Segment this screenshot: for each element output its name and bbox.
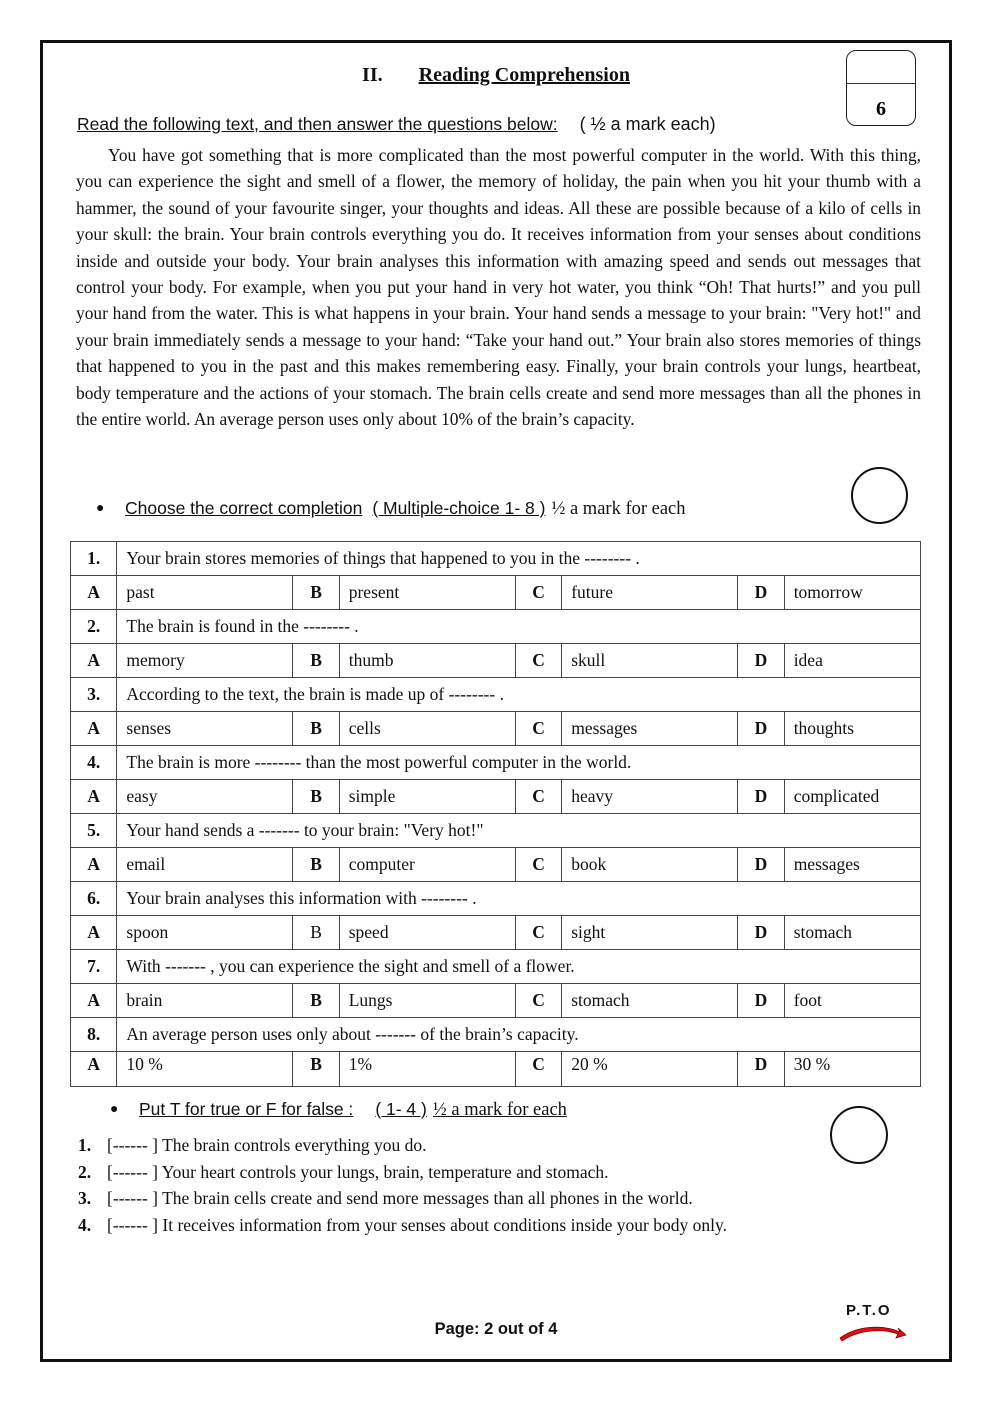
question-number: 6.: [71, 882, 117, 916]
option-letter-b: B: [293, 576, 339, 610]
option-a[interactable]: easy: [117, 780, 293, 814]
section-title: [0, 64, 992, 87]
question-row: [71, 1018, 921, 1052]
option-a[interactable]: brain: [117, 984, 293, 1018]
option-a[interactable]: senses: [117, 712, 293, 746]
tf-item-number: 4.: [78, 1214, 92, 1235]
option-letter-d: D: [738, 916, 784, 950]
option-b[interactable]: present: [339, 576, 515, 610]
tf-answer-blank[interactable]: [------ ]: [107, 1135, 158, 1155]
option-c[interactable]: skull: [562, 644, 738, 678]
option-a[interactable]: 10 %: [117, 1052, 293, 1087]
option-a[interactable]: spoon: [117, 916, 293, 950]
tf-item: [78, 1212, 727, 1239]
question-number: 4.: [71, 746, 117, 780]
tf-heading-marks: ½ a mark for each: [432, 1100, 567, 1120]
curved-arrow-icon: [838, 1322, 908, 1342]
option-letter-a: A: [71, 1052, 117, 1087]
tf-answer-blank[interactable]: [------ ]: [107, 1161, 158, 1182]
option-letter-d: D: [738, 644, 784, 678]
option-b[interactable]: cells: [339, 712, 515, 746]
tf-statement: Your heart controls your lungs, brain, temperature and stomach.: [161, 1161, 609, 1182]
question-row: [71, 882, 921, 916]
instruction-marks: ( ½ a mark each): [579, 114, 716, 134]
question-number: 7.: [71, 950, 117, 984]
option-letter-d: D: [738, 984, 784, 1018]
option-letter-c: C: [515, 1052, 561, 1087]
question-row: [71, 950, 921, 984]
tf-item-number: 3.: [78, 1188, 92, 1208]
option-letter-c: C: [515, 780, 561, 814]
option-letter-c: C: [515, 644, 561, 678]
option-letter-b: B: [293, 984, 339, 1018]
option-d[interactable]: stomach: [784, 916, 920, 950]
question-text: The brain is found in the -------- .: [117, 610, 921, 644]
tf-item: [78, 1185, 727, 1212]
option-b[interactable]: computer: [339, 848, 515, 882]
option-letter-c: C: [515, 916, 561, 950]
option-d[interactable]: complicated: [784, 780, 920, 814]
mc-heading-text: Choose the correct completion: [125, 498, 363, 518]
score-box: [846, 50, 916, 126]
score-total: 6: [876, 98, 886, 120]
instruction-text: Read the following text, and then answer the questions below:: [77, 114, 558, 134]
option-letter-d: D: [738, 1052, 784, 1087]
tf-answer-blank[interactable]: [------ ]: [107, 1188, 158, 1208]
option-a[interactable]: email: [117, 848, 293, 882]
option-letter-a: A: [71, 780, 117, 814]
instruction-line: [77, 114, 716, 135]
section-heading: Reading Comprehension: [418, 64, 630, 86]
question-row: [71, 746, 921, 780]
option-c[interactable]: book: [562, 848, 738, 882]
question-text: The brain is more -------- than the most powerful computer in the world.: [117, 746, 921, 780]
options-row: [71, 644, 921, 678]
tf-statement: The brain cells create and send more messages than all phones in the world.: [162, 1188, 693, 1208]
question-row: [71, 610, 921, 644]
option-letter-d: D: [738, 712, 784, 746]
mc-heading-range: ( Multiple-choice 1- 8 ): [372, 498, 546, 518]
option-b[interactable]: 1%: [339, 1052, 515, 1087]
option-letter-b: B: [293, 1052, 339, 1087]
question-text: With ------- , you can experience the sight and smell of a flower.: [117, 950, 921, 984]
option-c[interactable]: future: [562, 576, 738, 610]
option-letter-a: A: [71, 644, 117, 678]
option-d[interactable]: tomorrow: [784, 576, 920, 610]
question-number: 2.: [71, 610, 117, 644]
tf-statement: It receives information from your senses about conditions inside your body only.: [162, 1214, 727, 1235]
option-a[interactable]: past: [117, 576, 293, 610]
option-letter-b: B: [293, 848, 339, 882]
question-text: Your hand sends a ------- to your brain: "Very hot!": [117, 814, 921, 848]
option-d[interactable]: messages: [784, 848, 920, 882]
bullet-icon: ●: [110, 1100, 119, 1116]
mc-heading-marks: ½ a mark for each: [551, 499, 686, 519]
option-d[interactable]: foot: [784, 984, 920, 1018]
option-letter-c: C: [515, 984, 561, 1018]
options-row: [71, 780, 921, 814]
options-row: [71, 916, 921, 950]
option-letter-d: D: [738, 848, 784, 882]
option-b[interactable]: speed: [339, 916, 515, 950]
score-circle-tf: [830, 1106, 888, 1164]
options-row: [71, 848, 921, 882]
option-letter-c: C: [515, 576, 561, 610]
question-text: Your brain analyses this information with -------- .: [117, 882, 921, 916]
option-d[interactable]: thoughts: [784, 712, 920, 746]
option-letter-b: B: [293, 916, 339, 950]
question-row: [71, 542, 921, 576]
option-letter-b: B: [293, 712, 339, 746]
tf-answer-blank[interactable]: [------ ]: [107, 1214, 158, 1235]
multiple-choice-heading: [96, 498, 686, 520]
option-c[interactable]: heavy: [562, 780, 738, 814]
section-number: II.: [362, 64, 383, 86]
question-number: 8.: [71, 1018, 117, 1052]
tf-item: [78, 1159, 727, 1186]
pto-label: P.T.O: [846, 1302, 892, 1319]
options-row: [71, 1052, 921, 1087]
score-circle-mc: [851, 467, 908, 524]
question-number: 3.: [71, 678, 117, 712]
tf-item-number: 2.: [78, 1161, 92, 1182]
option-b[interactable]: Lungs: [339, 984, 515, 1018]
reading-passage: You have got something that is more complicated than the most powerful computer in the world. With this thing, you can experience the sight and smell of a flower, the memory of holiday, the pain when you hit your thumb with a hammer, the sound of your favourite singer, your thoughts and ideas. All these are possible because of a kilo of cells in your skull: the brain. Your brain controls everything you do. It receives information from your senses about conditions inside and outside your body. Your brain analyses this information with amazing speed and sends out messages that control your body. For example, when you put your hand in very hot water, you think “Oh! That hurts!” and you pull your hand from the water. This is what happens in your brain. Your hand sends a message to your brain: "Very hot!" and your brain immediately sends a message to your hand: “Take your hand out.” Your brain also stores memories of things that happened to you in the past and this makes remembering easy. Finally, your brain controls your lungs, heartbeat, body temperature and the actions of your stomach. The brain cells create and send more messages than all the phones in the entire world. An average person uses only about 10% of the brain’s capacity.: [76, 145, 921, 430]
options-row: [71, 712, 921, 746]
page-number: Page: 2 out of 4: [434, 1320, 558, 1338]
option-a[interactable]: memory: [117, 644, 293, 678]
option-c[interactable]: messages: [562, 712, 738, 746]
option-letter-b: B: [293, 780, 339, 814]
option-b[interactable]: thumb: [339, 644, 515, 678]
tf-heading-range: ( 1- 4 ): [375, 1099, 427, 1119]
question-text: Your brain stores memories of things that happened to you in the -------- .: [117, 542, 921, 576]
question-text: An average person uses only about ------- of the brain’s capacity.: [117, 1018, 921, 1052]
option-letter-a: A: [71, 576, 117, 610]
question-number: 5.: [71, 814, 117, 848]
option-letter-a: A: [71, 916, 117, 950]
question-row: [71, 814, 921, 848]
option-letter-a: A: [71, 984, 117, 1018]
true-false-list: [78, 1132, 727, 1238]
option-c[interactable]: sight: [562, 916, 738, 950]
multiple-choice-table: [70, 541, 921, 1087]
option-letter-c: C: [515, 712, 561, 746]
option-c[interactable]: 20 %: [562, 1052, 738, 1087]
options-row: [71, 576, 921, 610]
tf-heading-text: Put T for true or F for false :: [139, 1099, 354, 1119]
option-letter-a: A: [71, 712, 117, 746]
tf-statement: The brain controls everything you do.: [162, 1135, 427, 1155]
tf-item-number: 1.: [78, 1135, 92, 1155]
option-d[interactable]: idea: [784, 644, 920, 678]
option-letter-c: C: [515, 848, 561, 882]
score-box-divider: [847, 83, 915, 84]
option-letter-d: D: [738, 576, 784, 610]
question-text: According to the text, the brain is made up of -------- .: [117, 678, 921, 712]
option-d[interactable]: 30 %: [784, 1052, 920, 1087]
options-row: [71, 984, 921, 1018]
question-row: [71, 678, 921, 712]
true-false-heading: [110, 1099, 567, 1121]
option-letter-a: A: [71, 848, 117, 882]
bullet-icon: ●: [96, 499, 105, 515]
option-letter-b: B: [293, 644, 339, 678]
option-b[interactable]: simple: [339, 780, 515, 814]
option-letter-d: D: [738, 780, 784, 814]
question-number: 1.: [71, 542, 117, 576]
tf-item: [78, 1132, 727, 1159]
option-c[interactable]: stomach: [562, 984, 738, 1018]
